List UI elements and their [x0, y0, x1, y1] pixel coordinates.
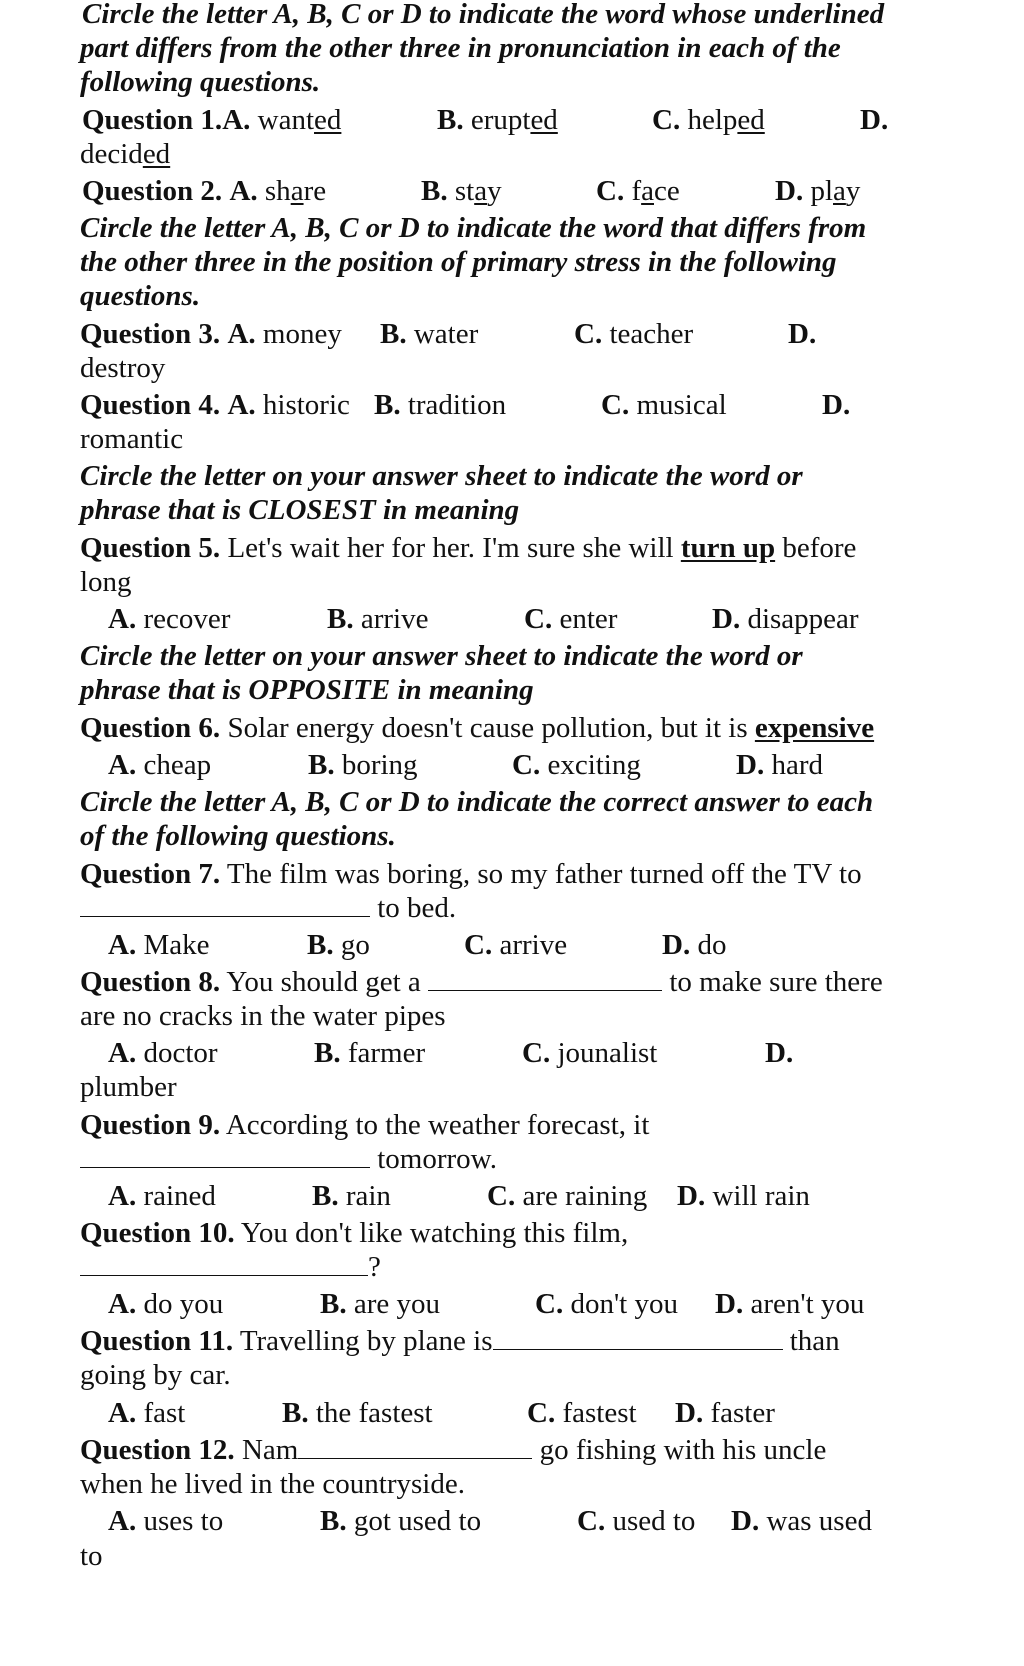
question-11-option-b: B. the fastest — [282, 1397, 433, 1429]
question-2-line: Question 2. A. share — [82, 175, 327, 207]
question-6-option-d: D. hard — [736, 749, 823, 781]
section-5-instruction-line-2: of the following questions. — [80, 820, 396, 852]
question-6-stem: Question 6. Solar energy doesn't cause pollution, but it is expensive — [80, 712, 875, 744]
question-3-option-d-letter: D. — [788, 318, 817, 350]
question-4-option-b: B. tradition — [374, 389, 507, 421]
question-1-option-a-letter: A. — [222, 104, 251, 136]
question-7-option-c: C. arrive — [464, 929, 568, 961]
question-4-line: Question 4. A. historic — [80, 389, 350, 421]
question-10-stem: Question 10. You don't like watching this film, — [80, 1217, 629, 1249]
question-10-stem-line-2: ? — [80, 1249, 381, 1285]
question-8-option-d: plumber — [80, 1071, 177, 1103]
question-6-option-b: B. boring — [308, 749, 418, 781]
question-11-option-d: D. faster — [675, 1397, 775, 1429]
question-1-label: Question 1. — [82, 104, 223, 136]
section-3-instruction-line-1: Circle the letter on your answer sheet to indicate the word or — [80, 460, 803, 492]
question-2-option-b: B. stay — [421, 175, 502, 207]
question-5-option-d: D. disappear — [712, 603, 859, 635]
question-1-option-d-letter: D. — [860, 104, 889, 136]
question-9-option-a: A. rained — [108, 1180, 216, 1212]
question-8-option-d-letter: D. — [765, 1037, 794, 1069]
question-1-option-a: wanted — [257, 104, 342, 136]
question-7-stem: Question 7. The film was boring, so my father turned off the TV to — [80, 858, 862, 890]
section-4-instruction-line-1: Circle the letter on your answer sheet to indicate the word or — [80, 640, 803, 672]
section-1-instruction-line-1: Circle the letter A, B, C or D to indicate the word whose underlined — [82, 0, 885, 30]
question-9-option-d: D. will rain — [677, 1180, 810, 1212]
question-12-option-d: D. was used — [731, 1505, 872, 1537]
question-11-stem-line-2: going by car. — [80, 1359, 231, 1391]
question-12-option-b: B. got used to — [320, 1505, 482, 1537]
section-3-instruction-line-2: phrase that is CLOSEST in meaning — [80, 494, 520, 526]
question-12-option-a: A. uses to — [108, 1505, 224, 1537]
question-8-option-b: B. farmer — [314, 1037, 426, 1069]
section-4-instruction-line-2: phrase that is OPPOSITE in meaning — [80, 674, 534, 706]
question-4-option-a: historic — [262, 389, 350, 421]
question-11-option-a: A. fast — [108, 1397, 186, 1429]
question-12-option-d-wrap: to — [80, 1540, 103, 1572]
answer-blank — [80, 1143, 370, 1168]
question-7-option-d: D. do — [662, 929, 727, 961]
question-11-option-c: C. fastest — [527, 1397, 637, 1429]
question-8-stem-line-2: are no cracks in the water pipes — [80, 1000, 446, 1032]
question-4-option-d-letter: D. — [822, 389, 851, 421]
section-2-instruction-line-1: Circle the letter A, B, C or D to indicate the word that differs from — [80, 212, 867, 244]
section-2-instruction-line-3: questions. — [80, 280, 201, 312]
question-3-line: Question 3. A. money — [80, 318, 342, 350]
section-2-instruction-line-2: the other three in the position of primary stress in the following — [80, 246, 837, 278]
question-5-option-c: C. enter — [524, 603, 618, 635]
question-3-option-d: destroy — [80, 352, 166, 384]
question-3-option-b: B. water — [380, 318, 479, 350]
question-3-option-a: money — [262, 318, 342, 350]
question-2-option-d: D. play — [775, 175, 861, 207]
answer-blank — [80, 892, 370, 917]
question-5-stem-line-2: long — [80, 566, 132, 598]
question-7-option-b: B. go — [307, 929, 370, 961]
section-1-instruction-line-2: part differs from the other three in pronunciation in each of the — [80, 32, 841, 64]
question-5-option-a: A. recover — [108, 603, 231, 635]
question-8-option-a: A. doctor — [108, 1037, 218, 1069]
question-6-highlight: expensive — [754, 712, 875, 744]
question-1-option-d: decided — [80, 138, 171, 170]
answer-blank — [428, 966, 662, 991]
answer-blank — [493, 1325, 783, 1350]
question-10-option-c: C. don't you — [535, 1288, 678, 1320]
section-1-instruction-line-3: following questions. — [80, 66, 321, 98]
question-10-option-d: D. aren't you — [715, 1288, 865, 1320]
question-3-option-c: C. teacher — [574, 318, 694, 350]
question-5-option-b: B. arrive — [327, 603, 429, 635]
question-6-option-c: C. exciting — [512, 749, 641, 781]
question-7-stem-line-2: to bed. — [80, 890, 456, 926]
question-1-option-b: B. erupted — [437, 104, 558, 136]
question-5-stem: Question 5. Let's wait her for her. I'm sure she will turn up before — [80, 532, 857, 564]
question-4-option-c: C. musical — [601, 389, 727, 421]
question-10-option-b: B. are you — [320, 1288, 440, 1320]
question-9-option-c: C. are raining — [487, 1180, 648, 1212]
answer-blank — [298, 1434, 532, 1459]
answer-blank — [80, 1251, 368, 1276]
question-2-option-c: C. face — [596, 175, 680, 207]
section-5-instruction-line-1: Circle the letter A, B, C or D to indicate the correct answer to each — [80, 786, 874, 818]
question-2-option-a: share — [264, 175, 327, 207]
question-12-option-c: C. used to — [577, 1505, 696, 1537]
question-8-option-c: C. jounalist — [522, 1037, 658, 1069]
question-8-stem: Question 8. You should get a to make sure there — [80, 966, 883, 998]
question-9-stem-line-2: tomorrow. — [80, 1141, 497, 1177]
question-9-stem: Question 9. According to the weather forecast, it — [80, 1109, 650, 1141]
question-1-line — [82, 102, 341, 138]
question-1-option-c: C. helped — [652, 104, 765, 136]
question-6-option-a: A. cheap — [108, 749, 212, 781]
question-4-option-d: romantic — [80, 423, 184, 455]
question-11-stem: Question 11. Travelling by plane is than — [80, 1325, 840, 1357]
question-7-option-a: A. Make — [108, 929, 210, 961]
question-12-stem-line-2: when he lived in the countryside. — [80, 1468, 465, 1500]
question-10-option-a: A. do you — [108, 1288, 224, 1320]
question-5-highlight: turn up — [680, 532, 776, 564]
question-12-stem: Question 12. Nam go fishing with his uncle — [80, 1434, 827, 1466]
question-9-option-b: B. rain — [312, 1180, 391, 1212]
